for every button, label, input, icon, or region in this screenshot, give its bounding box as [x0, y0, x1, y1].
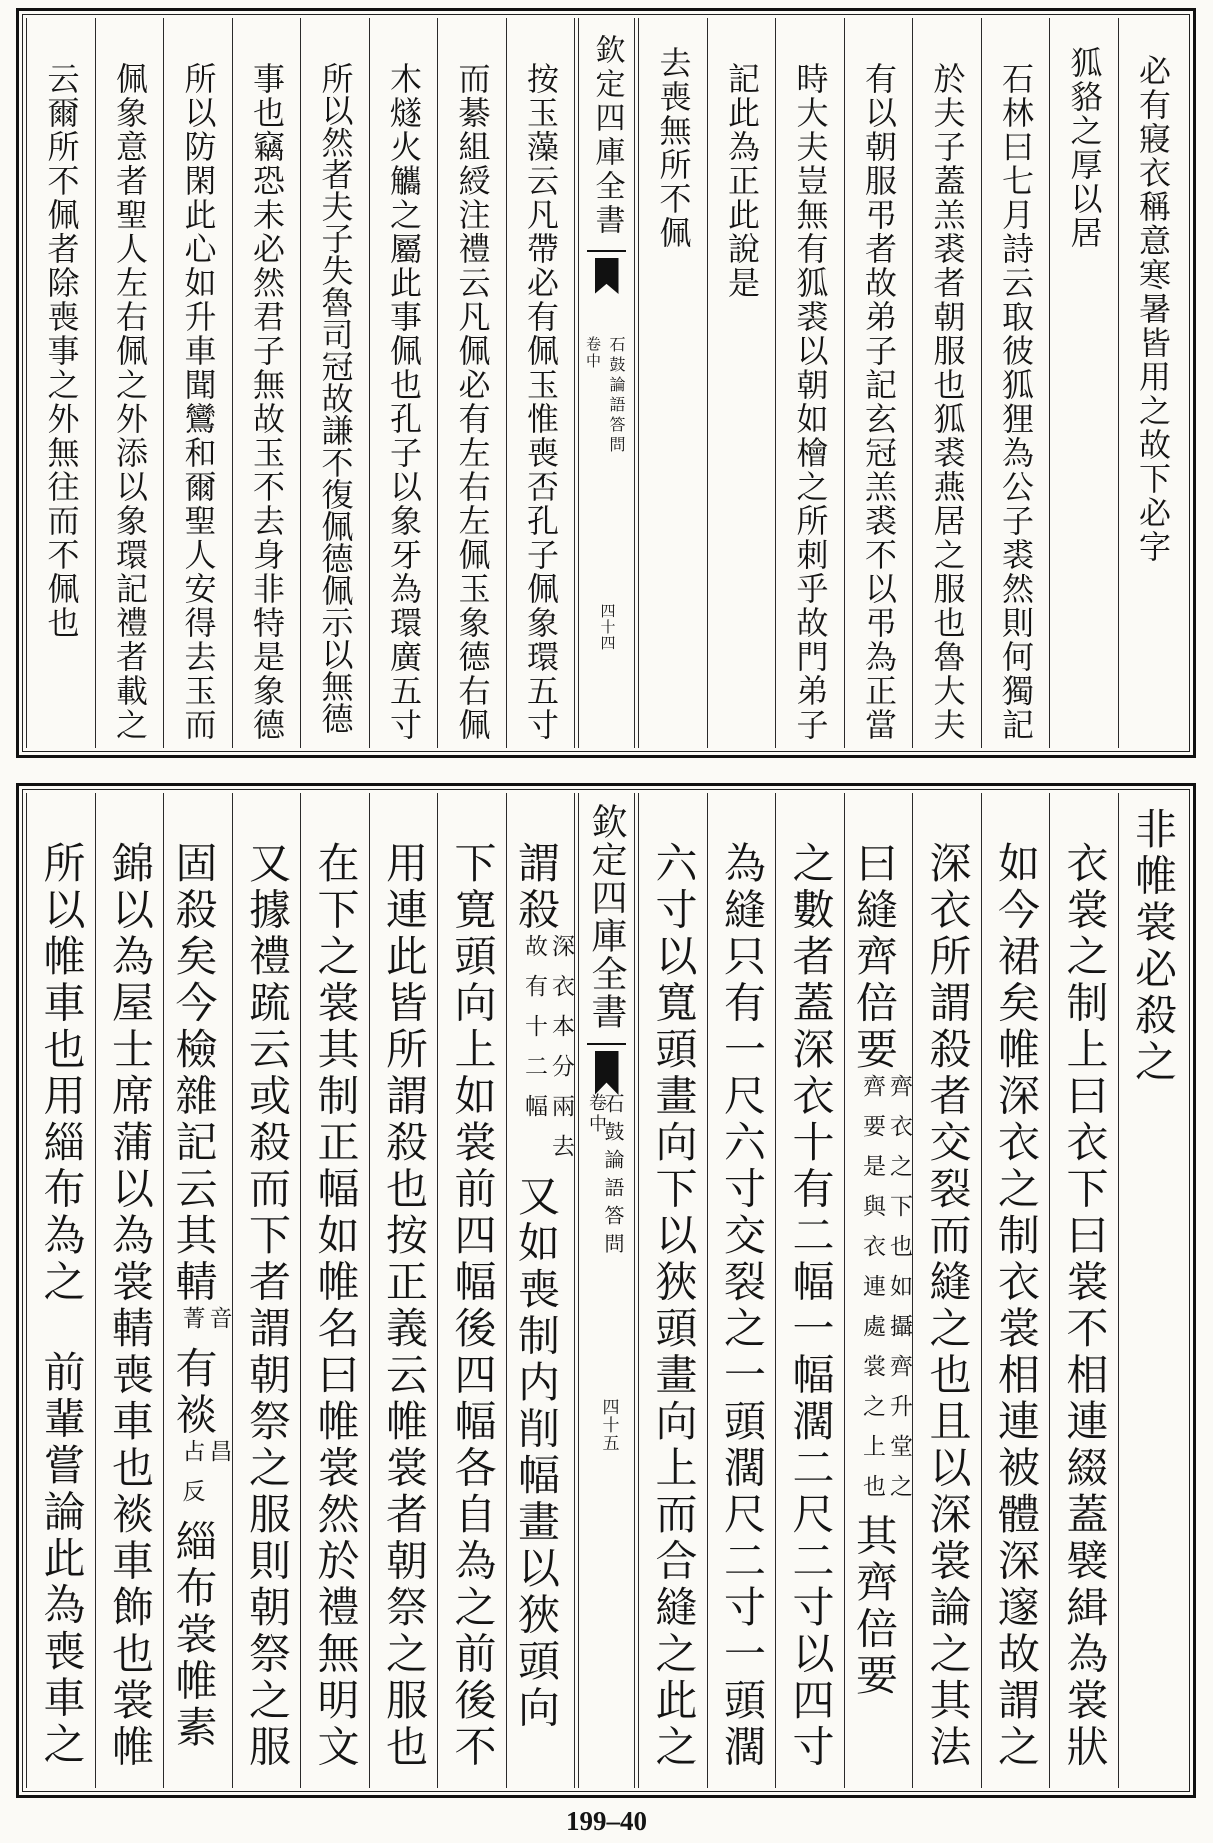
note-line: 音: [205, 1306, 232, 1346]
interlinear-note: [858, 1074, 912, 1514]
column-text: 佩象意者聖人左右佩之外添以象環記禮者載之: [111, 62, 149, 742]
column-text: 非帷裳必殺之: [1129, 807, 1178, 1086]
column-text: 下寛頭向上如裳前四幅後四幅各自為之前後不: [448, 841, 498, 1771]
text-column: [369, 793, 438, 1788]
column-text: 狐貉之厚以居: [1065, 46, 1104, 250]
column-text: 之數者蓋深衣十有二幅一幅濶二尺二寸以四寸: [786, 841, 836, 1771]
center-band: [574, 793, 638, 1788]
column-text: 在下之裳其制正幅如帷名曰帷裳然於禮無明文: [311, 841, 361, 1771]
interlinear-note: [178, 1439, 232, 1519]
column-text: 有裧: [169, 1346, 219, 1439]
column-text: 曰縫齊倍要: [850, 841, 899, 1074]
text-column: [300, 18, 369, 748]
text-column: [26, 793, 95, 1788]
column-text: 石林曰七月詩云取彼狐狸為公子裘然則何獨記: [997, 62, 1035, 742]
note-line: 占反: [178, 1439, 205, 1519]
band-title: 欽定四庫全書: [589, 34, 625, 238]
text-column: [232, 18, 301, 748]
band-title: 欽定四庫全書: [586, 803, 627, 1031]
text-column: [1118, 18, 1187, 748]
text-column: [1049, 793, 1118, 1788]
column-text: 所以然者夫子失魯司冠故謙不復佩德佩示以無德: [316, 62, 355, 734]
note-line: 深衣本分兩去: [548, 934, 574, 1174]
note-line: 故有十二幅: [521, 934, 547, 1134]
note-line: 昌: [205, 1439, 232, 1479]
text-column: [707, 793, 776, 1788]
column-text: 而綦組綬注禮云凡佩必有左右左佩玉象德右佩: [453, 62, 492, 742]
text-column: [26, 18, 95, 748]
text-column: [369, 18, 438, 748]
column-text: 云爾所不佩者除喪事之外無往而不佩也: [42, 62, 81, 640]
center-band: [574, 18, 638, 748]
fishtail-mark: [595, 1051, 619, 1095]
band-page-number: 四十五: [598, 1398, 619, 1452]
column-text: 六寸以寬頭畫向下以狹頭畫向上而合縫之此之: [649, 841, 699, 1771]
top-page-panel: [16, 8, 1196, 758]
note-line: 齊要是與衣連處裳之上也: [859, 1073, 885, 1514]
text-column: [437, 793, 506, 1788]
text-column: [775, 793, 844, 1788]
column-text: 其齊倍要: [850, 1513, 899, 1700]
column-text: 又如喪制内削幅畫以狹頭向: [512, 1174, 561, 1732]
text-column: [95, 793, 164, 1788]
text-column: [707, 18, 776, 748]
band-volume: 卷中: [584, 336, 602, 370]
column-text: 如今裙矣帷深衣之制衣裳相連被體深邃故謂之: [992, 841, 1041, 1771]
text-column: [844, 793, 913, 1788]
column-text: 用連此皆所謂殺也按正義云帷裳者朝祭之服也: [380, 841, 429, 1771]
column-text: 又據禮䟽云或殺而下者謂朝祭之服則朝祭之服: [243, 841, 292, 1771]
text-column: [1049, 18, 1118, 748]
text-column: [95, 18, 164, 748]
text-column: [912, 18, 981, 748]
text-column: [163, 793, 232, 1788]
text-column: [232, 793, 301, 1788]
column-text: 深衣所謂殺者交裂而縫之也且以深裳論之其法: [923, 841, 973, 1771]
text-column: [981, 18, 1050, 748]
column-text: 事也竊恐未必然君子無故玉不去身非特是象德: [248, 62, 286, 742]
text-column: [775, 18, 844, 748]
column-text: 緇布裳帷素: [169, 1519, 219, 1752]
band-book-title: 石鼓論語答問: [601, 1093, 625, 1261]
text-gap: [61, 1306, 62, 1350]
column-text: 去喪無所不佩: [654, 46, 693, 250]
column-text: 記此為正此說是: [723, 62, 761, 300]
column-text: 有以朝服弔者故弟子記玄冠羔裘不以弔為正當: [860, 62, 898, 742]
interlinear-note: [520, 934, 574, 1174]
text-column: [506, 18, 575, 748]
text-column: [912, 793, 981, 1788]
band-divider: [587, 1043, 626, 1045]
note-line: 菁: [178, 1306, 205, 1346]
column-text: 固殺矣今檢雜記云其輤: [169, 841, 219, 1306]
interlinear-note: [178, 1306, 232, 1346]
column-text: 所以防閑此心如升車聞鸞和爾聖人安得去玉而: [179, 62, 218, 742]
column-strip: [26, 793, 1186, 1788]
column-text: 按玉藻云凡帶必有佩玉惟喪否孔子佩象環五寸: [522, 62, 560, 742]
column-text: 謂殺: [512, 841, 561, 934]
column-text: 前輩嘗論此為喪車之: [37, 1350, 87, 1769]
column-text: 於夫子蓋羔裘者朝服也狐裘燕居之服也魯大夫: [928, 62, 967, 742]
note-line: 齊衣之下也如攝齊升堂之: [886, 1073, 912, 1514]
text-column: [981, 793, 1050, 1788]
text-column: [844, 18, 913, 748]
band-divider: [587, 250, 626, 252]
column-text: 時大夫豈無有狐裘以朝如檜之所刺乎故門弟子: [791, 62, 830, 742]
text-column: [437, 18, 506, 748]
bottom-page-panel: [16, 783, 1196, 1798]
text-column: [638, 793, 707, 1788]
column-text: 錦以為屋士席蒲以為裳輤喪車也裧車飾也裳帷: [106, 841, 155, 1771]
band-book-title: 石鼓論語答問: [607, 336, 626, 456]
band-page-number: 四十四: [598, 603, 617, 651]
footer-page-number: 199–40: [566, 1806, 647, 1836]
column-text: 必有寢衣稱意寒暑皆用之故下必字: [1134, 54, 1172, 564]
text-column: [506, 793, 575, 1788]
fishtail-mark: [595, 258, 619, 294]
text-column: [300, 793, 369, 1788]
column-strip: [26, 18, 1186, 748]
column-text: 為縫只有一尺六寸交裂之一頭濶尺二寸一頭濶: [718, 841, 767, 1771]
column-text: 木燧火觿之屬此事佩也孔子以象牙為環廣五寸: [385, 62, 423, 742]
text-column: [163, 18, 232, 748]
text-column: [1118, 793, 1187, 1788]
column-text: 所以帷車也用緇布為之: [37, 841, 87, 1306]
band-volume: 卷中: [586, 1093, 607, 1135]
text-column: [638, 18, 707, 748]
column-text: 衣裳之制上曰衣下曰裳不相連綴蓋襞緝為裳狀: [1060, 841, 1110, 1771]
